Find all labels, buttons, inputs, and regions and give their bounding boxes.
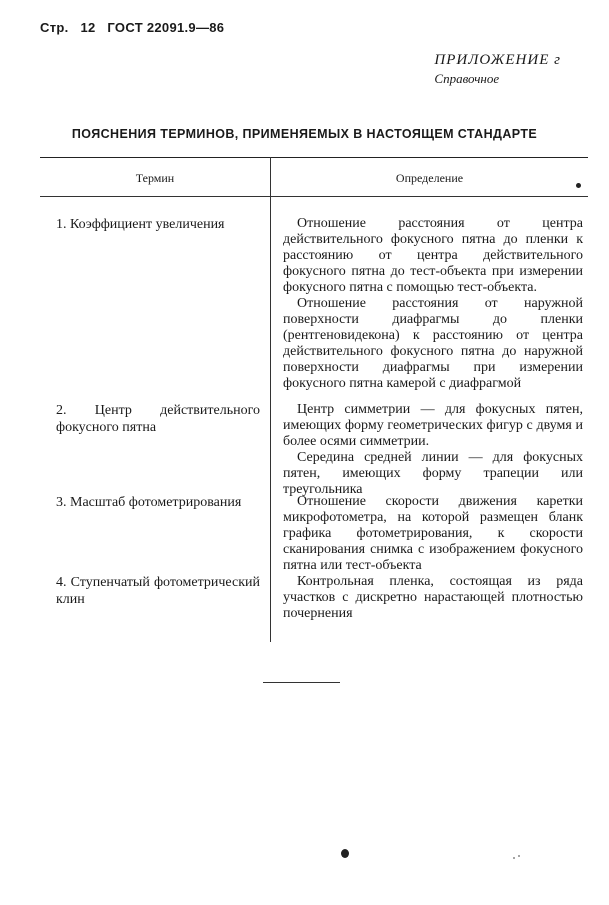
appendix-label xyxy=(434,52,561,87)
scan-speck xyxy=(576,183,581,188)
table-column-divider xyxy=(270,157,271,642)
definition-2-paragraph-2: Середина средней линии — для фокусных пятен, имеющих форму трапеции или треугольника xyxy=(283,450,583,497)
column-header-term: Термин xyxy=(135,171,175,185)
table-header-rule xyxy=(40,196,588,197)
page-prefix: Стр. xyxy=(40,20,69,35)
term-3: 3. Масштаб фотометрирования xyxy=(56,495,242,510)
definition-1 xyxy=(283,216,583,392)
scan-speck xyxy=(518,855,520,857)
term-2: 2. Центр действительного фокусного пятна xyxy=(56,403,260,435)
definition-2-paragraph-1: Центр симметрии — для фокусных пятен, имеющих форму геометрических фигур с двумя и более осями симметрии. xyxy=(283,402,583,449)
term-1: 1. Коэффициент увеличения xyxy=(56,217,225,232)
definition-3 xyxy=(283,494,583,574)
definition-1-paragraph-1: Отношение расстояния от центра действительного фокусного пятна до пленки к расстоянию от центра действительного фокусного пятна до тест-объекта при измерении фокусного пятна с помощью тест-объекта. xyxy=(283,216,583,295)
scan-speck xyxy=(341,849,349,858)
page-header xyxy=(40,20,232,35)
appendix-subtitle: Справочное xyxy=(434,71,500,86)
definition-4 xyxy=(283,574,583,622)
page-number: 12 xyxy=(80,20,96,35)
definition-4-paragraph-1: Контрольная пленка, состоящая из ряда участков с дискретно нарастающей плотностью почернения xyxy=(283,574,583,621)
table-top-rule xyxy=(40,157,588,158)
appendix-title: ПРИЛОЖЕНИЕ г xyxy=(434,52,561,68)
definition-1-paragraph-2: Отношение расстояния от наружной поверхности диафрагмы до пленки (рентгеновидекона) к расстоянию от центра действительного фокусного пятна до наружной поверхности диафрагмы при измерении фокусного пятна камерой с диафрагмой xyxy=(283,296,583,391)
end-rule xyxy=(263,682,340,683)
document-title: ПОЯСНЕНИЯ ТЕРМИНОВ, ПРИМЕНЯЕМЫХ В НАСТОЯЩЕМ СТАНДАРТЕ xyxy=(71,127,538,141)
column-header-definition: Определение xyxy=(395,171,464,185)
definition-3-paragraph-1: Отношение скорости движения каретки микрофотометра, на которой размещен бланк графика фотометрирования, к скорости сканирования снимка с изображением фокусного пятна или тест-объекта xyxy=(283,494,583,573)
scan-speck xyxy=(513,857,515,859)
standard-code: ГОСТ 22091.9—86 xyxy=(107,20,225,35)
term-4: 4. Ступенчатый фотометрический клин xyxy=(56,575,260,607)
definition-2 xyxy=(283,402,583,498)
